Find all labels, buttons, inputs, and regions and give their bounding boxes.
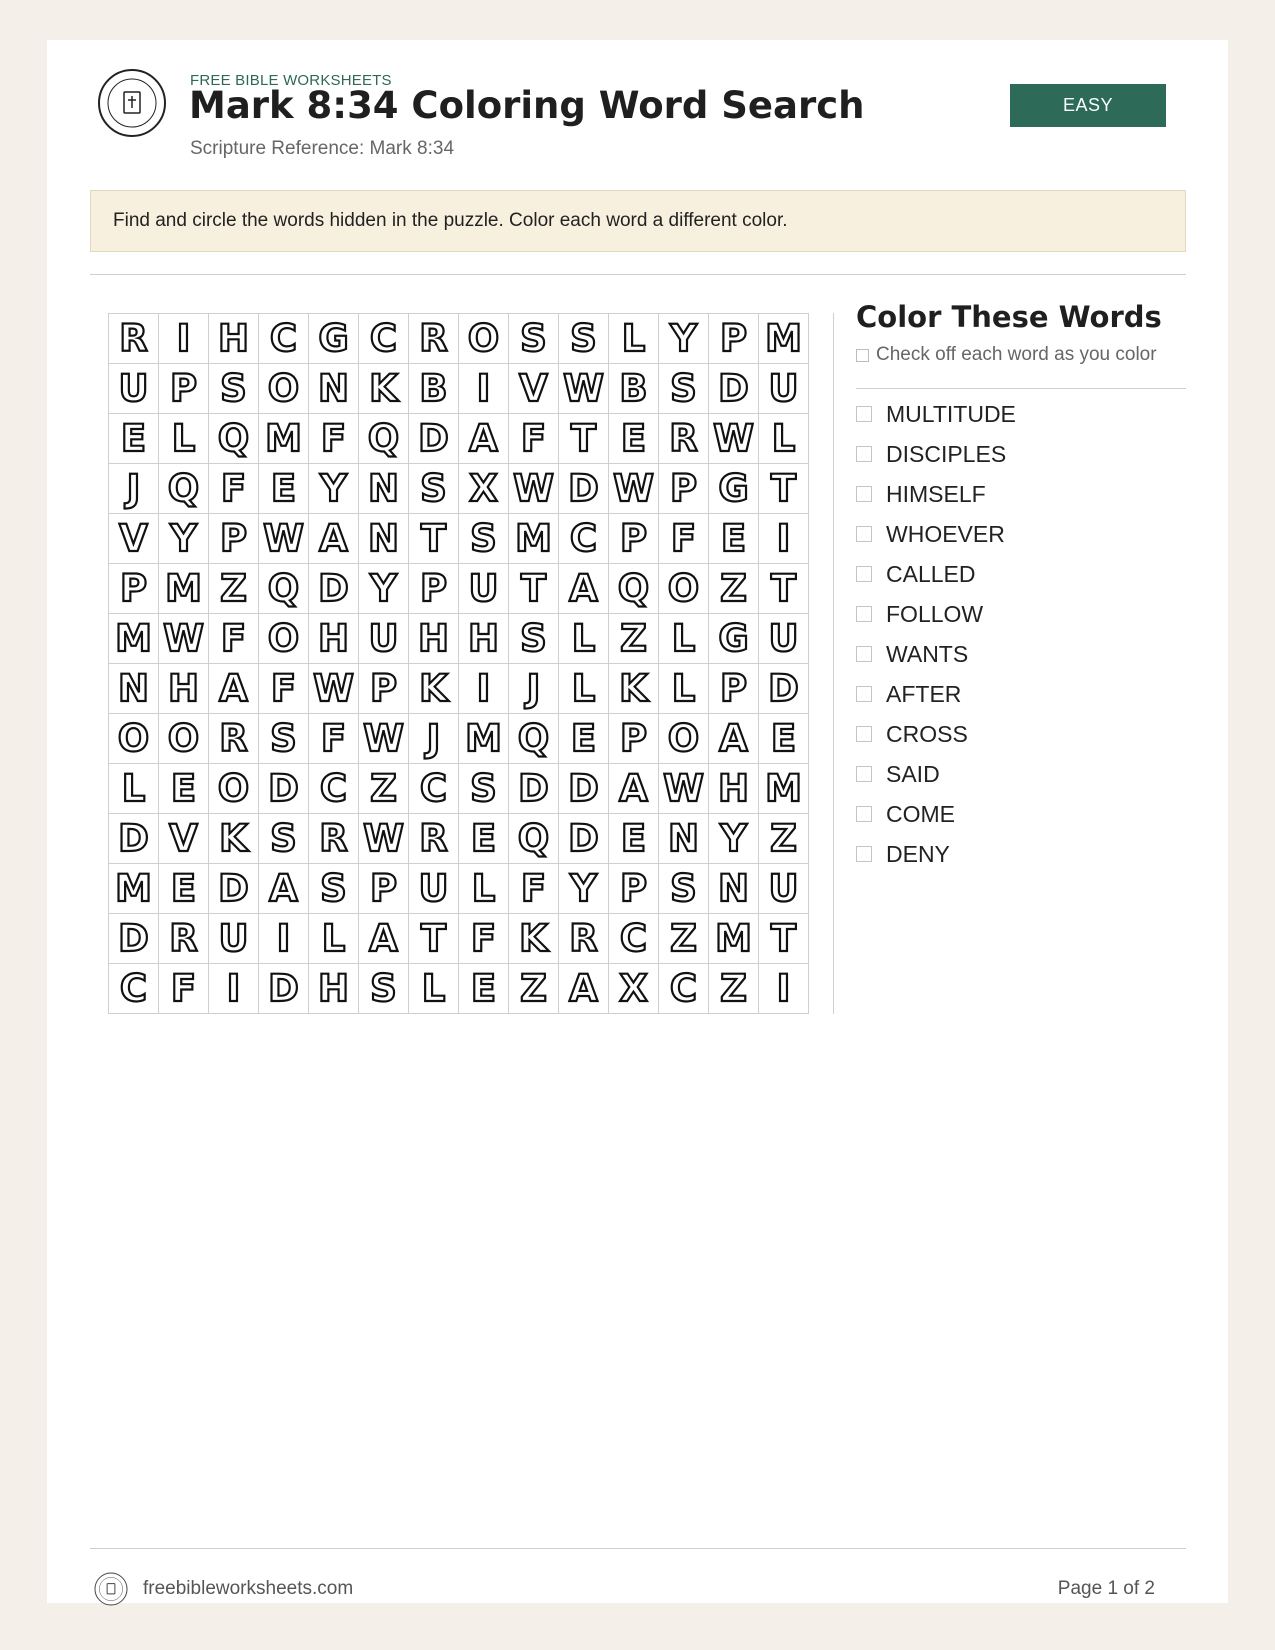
- brand-name: FREE BIBLE WORKSHEETS: [190, 72, 392, 89]
- word-checkbox[interactable]: [856, 726, 872, 742]
- difficulty-badge: EASY: [1010, 84, 1166, 127]
- grid-letter[interactable]: D: [109, 914, 159, 964]
- grid-letter[interactable]: L: [309, 914, 359, 964]
- divider: [856, 388, 1186, 389]
- grid-letter[interactable]: W: [359, 814, 409, 864]
- grid-letter[interactable]: N: [359, 464, 409, 514]
- grid-letter[interactable]: M: [759, 314, 809, 364]
- grid-letter[interactable]: Y: [709, 814, 759, 864]
- grid-letter[interactable]: T: [559, 414, 609, 464]
- grid-letter[interactable]: K: [359, 364, 409, 414]
- grid-letter[interactable]: W: [159, 614, 209, 664]
- grid-letter[interactable]: R: [409, 314, 459, 364]
- grid-letter[interactable]: Q: [159, 464, 209, 514]
- word-label: FOLLOW: [886, 600, 984, 627]
- grid-letter[interactable]: M: [509, 514, 559, 564]
- word-search-grid: [108, 313, 809, 1014]
- grid-letter[interactable]: L: [409, 964, 459, 1014]
- grid-letter[interactable]: D: [409, 414, 459, 464]
- grid-letter[interactable]: C: [659, 964, 709, 1014]
- grid-letter[interactable]: N: [709, 864, 759, 914]
- word-checkbox[interactable]: [856, 486, 872, 502]
- grid-letter[interactable]: E: [559, 714, 609, 764]
- grid-letter[interactable]: S: [659, 864, 709, 914]
- grid-letter[interactable]: L: [159, 414, 209, 464]
- grid-letter[interactable]: R: [209, 714, 259, 764]
- word-checkbox[interactable]: [856, 646, 872, 662]
- grid-letter[interactable]: Y: [309, 464, 359, 514]
- grid-letter[interactable]: I: [459, 364, 509, 414]
- grid-letter[interactable]: S: [459, 514, 509, 564]
- grid-letter[interactable]: E: [709, 514, 759, 564]
- grid-letter[interactable]: P: [359, 664, 409, 714]
- grid-letter[interactable]: Y: [559, 864, 609, 914]
- grid-letter[interactable]: D: [559, 814, 609, 864]
- grid-letter[interactable]: M: [459, 714, 509, 764]
- grid-letter[interactable]: H: [309, 614, 359, 664]
- footer-logo-icon: [94, 1572, 128, 1606]
- grid-letter[interactable]: Z: [659, 914, 709, 964]
- word-item: [856, 674, 1016, 714]
- grid-letter[interactable]: Z: [709, 564, 759, 614]
- grid-letter[interactable]: U: [209, 914, 259, 964]
- grid-letter[interactable]: D: [209, 864, 259, 914]
- grid-letter[interactable]: I: [759, 514, 809, 564]
- grid-letter[interactable]: U: [459, 564, 509, 614]
- grid-letter[interactable]: Y: [659, 314, 709, 364]
- grid-letter[interactable]: X: [459, 464, 509, 514]
- grid-letter[interactable]: O: [259, 364, 309, 414]
- footer-divider: [90, 1548, 1186, 1549]
- grid-letter[interactable]: S: [659, 364, 709, 414]
- word-item: [856, 754, 1016, 794]
- grid-letter[interactable]: A: [259, 864, 309, 914]
- grid-letter[interactable]: Q: [509, 814, 559, 864]
- grid-letter[interactable]: C: [409, 764, 459, 814]
- grid-letter[interactable]: T: [409, 914, 459, 964]
- grid-letter[interactable]: W: [309, 664, 359, 714]
- grid-letter[interactable]: Q: [609, 564, 659, 614]
- grid-letter[interactable]: P: [359, 864, 409, 914]
- word-checkbox[interactable]: [856, 686, 872, 702]
- grid-letter[interactable]: U: [759, 614, 809, 664]
- grid-letter[interactable]: P: [709, 664, 759, 714]
- grid-letter[interactable]: S: [509, 614, 559, 664]
- grid-letter[interactable]: P: [409, 564, 459, 614]
- grid-letter[interactable]: A: [609, 764, 659, 814]
- grid-letter[interactable]: C: [609, 914, 659, 964]
- grid-letter[interactable]: E: [109, 414, 159, 464]
- grid-letter[interactable]: C: [109, 964, 159, 1014]
- grid-letter[interactable]: O: [259, 614, 309, 664]
- grid-letter[interactable]: A: [709, 714, 759, 764]
- grid-letter[interactable]: L: [459, 864, 509, 914]
- grid-letter[interactable]: E: [259, 464, 309, 514]
- grid-letter[interactable]: M: [759, 764, 809, 814]
- grid-letter[interactable]: C: [359, 314, 409, 364]
- grid-letter[interactable]: S: [259, 814, 309, 864]
- grid-letter[interactable]: O: [209, 764, 259, 814]
- word-label: CALLED: [886, 560, 976, 587]
- grid-letter[interactable]: W: [609, 464, 659, 514]
- grid-letter[interactable]: M: [259, 414, 309, 464]
- grid-letter[interactable]: F: [209, 614, 259, 664]
- grid-letter[interactable]: U: [409, 864, 459, 914]
- word-checkbox[interactable]: [856, 566, 872, 582]
- grid-letter[interactable]: S: [409, 464, 459, 514]
- grid-letter[interactable]: Z: [209, 564, 259, 614]
- word-item: [856, 594, 1016, 634]
- grid-letter[interactable]: H: [209, 314, 259, 364]
- word-item: [856, 714, 1016, 754]
- grid-letter[interactable]: Z: [709, 964, 759, 1014]
- grid-letter[interactable]: T: [509, 564, 559, 614]
- grid-letter[interactable]: K: [609, 664, 659, 714]
- word-label: CROSS: [886, 720, 968, 747]
- grid-letter[interactable]: O: [459, 314, 509, 364]
- grid-letter[interactable]: H: [409, 614, 459, 664]
- grid-letter[interactable]: W: [359, 714, 409, 764]
- grid-letter[interactable]: T: [759, 564, 809, 614]
- grid-letter[interactable]: V: [509, 364, 559, 414]
- grid-letter[interactable]: O: [159, 714, 209, 764]
- word-list-hint: [856, 344, 1157, 366]
- grid-letter[interactable]: E: [459, 814, 509, 864]
- grid-letter[interactable]: D: [559, 764, 609, 814]
- grid-letter[interactable]: A: [559, 964, 609, 1014]
- grid-letter[interactable]: Q: [359, 414, 409, 464]
- grid-letter[interactable]: V: [159, 814, 209, 864]
- grid-letter[interactable]: N: [659, 814, 709, 864]
- word-checkbox[interactable]: [856, 766, 872, 782]
- grid-letter[interactable]: G: [709, 464, 759, 514]
- grid-letter[interactable]: P: [209, 514, 259, 564]
- grid-letter[interactable]: E: [609, 414, 659, 464]
- grid-letter[interactable]: O: [659, 714, 709, 764]
- grid-letter[interactable]: D: [509, 764, 559, 814]
- grid-letter[interactable]: D: [109, 814, 159, 864]
- grid-letter[interactable]: A: [559, 564, 609, 614]
- grid-letter[interactable]: D: [309, 564, 359, 614]
- grid-letter[interactable]: B: [409, 364, 459, 414]
- word-label: DENY: [886, 840, 950, 867]
- word-list-title: Color These Words: [856, 300, 1162, 334]
- instructions-box: Find and circle the words hidden in the puzzle. Color each word a different color.: [90, 190, 1186, 252]
- grid-letter[interactable]: L: [659, 664, 709, 714]
- grid-letter[interactable]: D: [759, 664, 809, 714]
- grid-letter[interactable]: C: [309, 764, 359, 814]
- grid-letter[interactable]: P: [609, 514, 659, 564]
- grid-letter[interactable]: Y: [359, 564, 409, 614]
- footer-site-link[interactable]: freebibleworksheets.com: [143, 1578, 354, 1599]
- grid-letter[interactable]: F: [659, 514, 709, 564]
- word-list: [856, 394, 1016, 874]
- grid-letter[interactable]: U: [109, 364, 159, 414]
- grid-letter[interactable]: A: [309, 514, 359, 564]
- grid-letter[interactable]: B: [609, 364, 659, 414]
- grid-letter[interactable]: I: [459, 664, 509, 714]
- grid-letter[interactable]: P: [159, 364, 209, 414]
- grid-letter[interactable]: S: [259, 714, 309, 764]
- grid-letter[interactable]: L: [759, 414, 809, 464]
- grid-letter[interactable]: L: [109, 764, 159, 814]
- grid-letter[interactable]: W: [509, 464, 559, 514]
- grid-letter[interactable]: R: [109, 314, 159, 364]
- grid-letter[interactable]: S: [559, 314, 609, 364]
- word-label: MULTITUDE: [886, 400, 1016, 427]
- grid-letter[interactable]: E: [759, 714, 809, 764]
- grid-letter[interactable]: U: [359, 614, 409, 664]
- grid-letter[interactable]: L: [659, 614, 709, 664]
- grid-letter[interactable]: D: [559, 464, 609, 514]
- grid-letter[interactable]: D: [259, 764, 309, 814]
- grid-letter[interactable]: S: [359, 964, 409, 1014]
- grid-letter[interactable]: N: [359, 514, 409, 564]
- word-label: COME: [886, 800, 955, 827]
- grid-letter[interactable]: F: [259, 664, 309, 714]
- grid-letter[interactable]: M: [109, 614, 159, 664]
- page-title: Mark 8:34 Coloring Word Search: [189, 84, 865, 127]
- word-item: [856, 434, 1016, 474]
- grid-letter[interactable]: D: [259, 964, 309, 1014]
- word-item: [856, 394, 1016, 434]
- word-label: AFTER: [886, 680, 962, 707]
- grid-letter[interactable]: J: [509, 664, 559, 714]
- word-label: SAID: [886, 760, 940, 787]
- grid-letter[interactable]: Z: [509, 964, 559, 1014]
- grid-letter[interactable]: K: [409, 664, 459, 714]
- grid-letter[interactable]: G: [309, 314, 359, 364]
- grid-letter[interactable]: Q: [259, 564, 309, 614]
- grid-letter[interactable]: P: [709, 314, 759, 364]
- grid-letter[interactable]: F: [459, 914, 509, 964]
- scripture-reference: Scripture Reference: Mark 8:34: [190, 138, 455, 159]
- grid-letter[interactable]: A: [209, 664, 259, 714]
- grid-letter[interactable]: L: [559, 664, 609, 714]
- grid-letter[interactable]: S: [509, 314, 559, 364]
- grid-letter[interactable]: Q: [509, 714, 559, 764]
- grid-letter[interactable]: H: [709, 764, 759, 814]
- grid-letter[interactable]: F: [209, 464, 259, 514]
- word-label: WANTS: [886, 640, 969, 667]
- grid-letter[interactable]: L: [609, 314, 659, 364]
- grid-letter[interactable]: C: [559, 514, 609, 564]
- word-checkbox[interactable]: [856, 406, 872, 422]
- word-label: WHOEVER: [886, 520, 1005, 547]
- grid-letter[interactable]: I: [759, 964, 809, 1014]
- grid-letter[interactable]: P: [609, 864, 659, 914]
- grid-letter[interactable]: T: [759, 464, 809, 514]
- word-checkbox[interactable]: [856, 446, 872, 462]
- grid-letter[interactable]: X: [609, 964, 659, 1014]
- grid-letter[interactable]: K: [509, 914, 559, 964]
- grid-letter[interactable]: R: [159, 914, 209, 964]
- grid-letter[interactable]: Y: [159, 514, 209, 564]
- grid-letter[interactable]: Z: [759, 814, 809, 864]
- grid-letter[interactable]: E: [609, 814, 659, 864]
- grid-letter[interactable]: H: [159, 664, 209, 714]
- grid-letter[interactable]: R: [659, 414, 709, 464]
- checkbox-icon: [856, 349, 869, 362]
- grid-letter[interactable]: A: [359, 914, 409, 964]
- grid-letter[interactable]: F: [509, 414, 559, 464]
- grid-letter[interactable]: V: [109, 514, 159, 564]
- grid-letter[interactable]: O: [659, 564, 709, 614]
- grid-letter[interactable]: U: [759, 864, 809, 914]
- grid-letter[interactable]: F: [309, 414, 359, 464]
- grid-letter[interactable]: F: [509, 864, 559, 914]
- word-list-hint-text: Check off each word as you color: [876, 344, 1157, 365]
- grid-letter[interactable]: M: [109, 864, 159, 914]
- grid-letter[interactable]: P: [609, 714, 659, 764]
- divider: [90, 274, 1186, 275]
- grid-letter[interactable]: F: [309, 714, 359, 764]
- grid-letter[interactable]: Q: [209, 414, 259, 464]
- grid-letter[interactable]: I: [209, 964, 259, 1014]
- column-divider: [833, 313, 834, 1014]
- grid-letter[interactable]: I: [159, 314, 209, 364]
- grid-letter[interactable]: T: [409, 514, 459, 564]
- grid-letter[interactable]: W: [709, 414, 759, 464]
- grid-letter[interactable]: E: [159, 864, 209, 914]
- grid-letter[interactable]: C: [259, 314, 309, 364]
- grid-letter[interactable]: R: [309, 814, 359, 864]
- grid-letter[interactable]: U: [759, 364, 809, 414]
- word-label: HIMSELF: [886, 480, 986, 507]
- grid-letter[interactable]: F: [159, 964, 209, 1014]
- word-checkbox[interactable]: [856, 806, 872, 822]
- grid-letter[interactable]: J: [109, 464, 159, 514]
- word-item: [856, 554, 1016, 594]
- grid-letter[interactable]: H: [459, 614, 509, 664]
- grid-letter[interactable]: O: [109, 714, 159, 764]
- grid-letter[interactable]: P: [109, 564, 159, 614]
- grid-letter[interactable]: R: [559, 914, 609, 964]
- grid-letter[interactable]: L: [559, 614, 609, 664]
- grid-letter[interactable]: S: [309, 864, 359, 914]
- grid-letter[interactable]: S: [459, 764, 509, 814]
- page-number: Page 1 of 2: [1057, 1578, 1155, 1599]
- word-checkbox[interactable]: [856, 846, 872, 862]
- word-item: [856, 474, 1016, 514]
- logo-icon: [97, 68, 167, 138]
- word-item: [856, 834, 1016, 874]
- grid-letter[interactable]: W: [659, 764, 709, 814]
- grid-letter[interactable]: A: [459, 414, 509, 464]
- word-item: [856, 514, 1016, 554]
- grid-letter[interactable]: N: [109, 664, 159, 714]
- word-label: DISCIPLES: [886, 440, 1007, 467]
- grid-letter[interactable]: G: [709, 614, 759, 664]
- grid-letter[interactable]: H: [309, 964, 359, 1014]
- grid-letter[interactable]: W: [259, 514, 309, 564]
- grid-letter[interactable]: M: [709, 914, 759, 964]
- word-checkbox[interactable]: [856, 606, 872, 622]
- grid-letter[interactable]: D: [709, 364, 759, 414]
- word-item: [856, 794, 1016, 834]
- grid-letter[interactable]: K: [209, 814, 259, 864]
- grid-letter[interactable]: T: [759, 914, 809, 964]
- grid-letter[interactable]: W: [559, 364, 609, 414]
- grid-letter[interactable]: Z: [359, 764, 409, 814]
- grid-letter[interactable]: Z: [609, 614, 659, 664]
- grid-letter[interactable]: E: [159, 764, 209, 814]
- grid-letter[interactable]: J: [409, 714, 459, 764]
- grid-letter[interactable]: E: [459, 964, 509, 1014]
- grid-letter[interactable]: M: [159, 564, 209, 614]
- word-checkbox[interactable]: [856, 526, 872, 542]
- grid-letter[interactable]: R: [409, 814, 459, 864]
- grid-letter[interactable]: I: [259, 914, 309, 964]
- grid-letter[interactable]: N: [309, 364, 359, 414]
- grid-letter[interactable]: P: [659, 464, 709, 514]
- word-item: [856, 634, 1016, 674]
- grid-letter[interactable]: S: [209, 364, 259, 414]
